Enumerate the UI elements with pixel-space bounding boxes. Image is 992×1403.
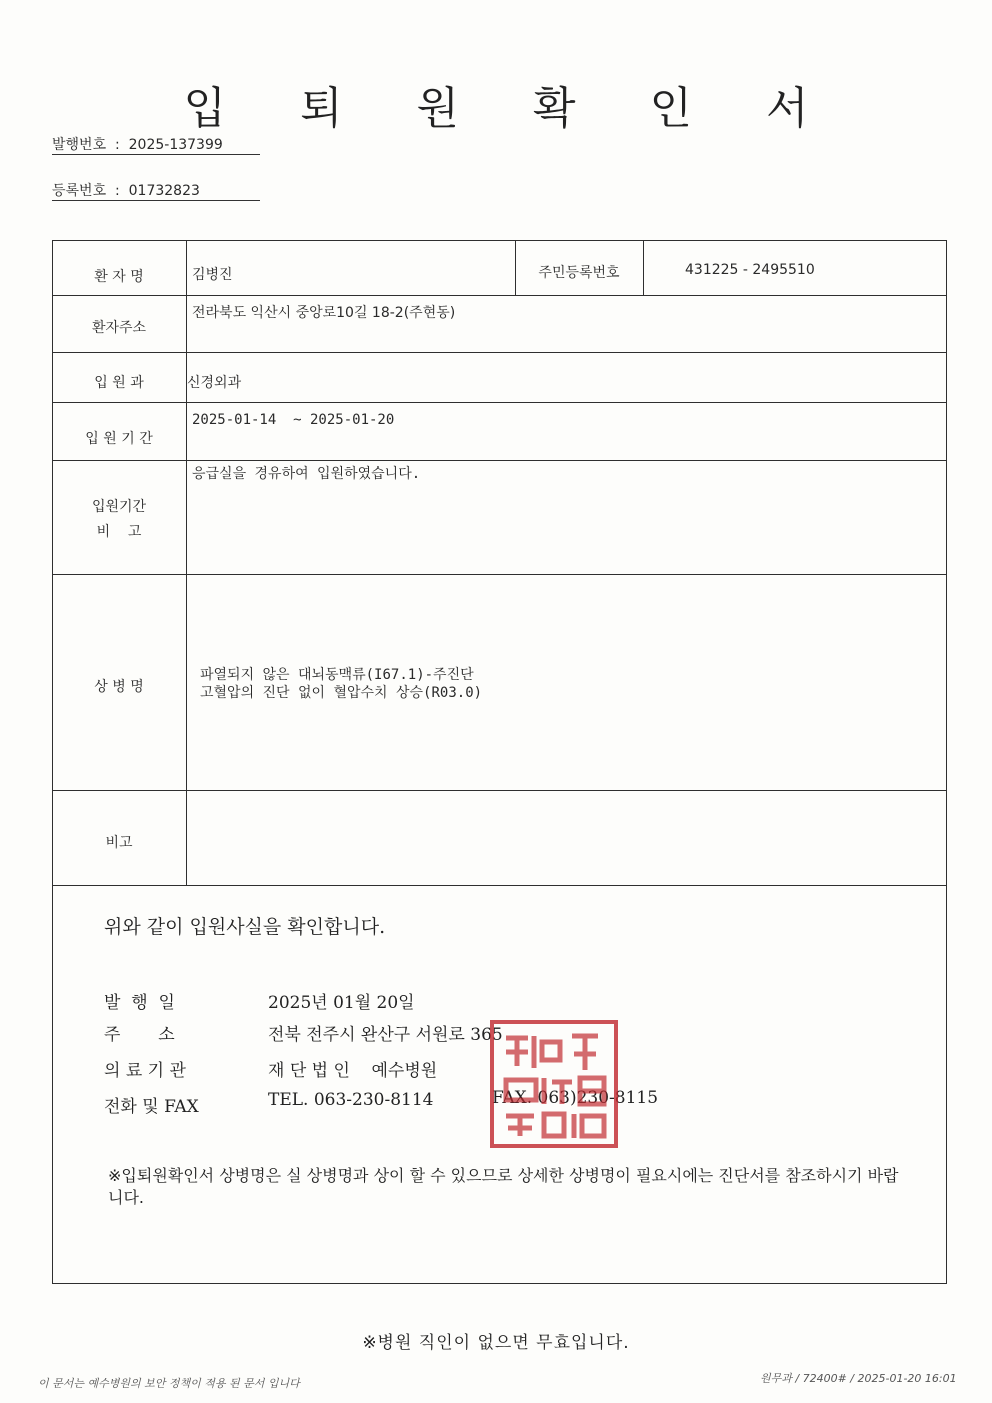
note-label: 비고 <box>105 835 133 851</box>
patient-name-label: 환 자 명 <box>94 269 144 285</box>
contact-label: 전화 및 FAX <box>104 1097 199 1117</box>
remark-label-line1: 입원기간 <box>91 499 147 515</box>
print-stamp-footer: 원무과 / 72400# / 2025-01-20 16:01 <box>760 1372 957 1385</box>
validity-notice: ※병원 직인이 없으면 무효입니다. <box>362 1333 630 1353</box>
registration-number-label: 등록번호 <box>52 183 107 199</box>
resident-number: 431225 - 2495510 <box>685 262 815 278</box>
hospital-address-label: 주 소 <box>104 1025 175 1045</box>
confirmation-statement: 위와 같이 입원사실을 확인합니다. <box>104 916 386 938</box>
security-footer: 이 문서는 예수병원의 보안 정책이 적용 된 문서 입니다 <box>38 1377 300 1390</box>
colon: : <box>110 137 125 153</box>
patient-name: 김병진 <box>192 267 233 283</box>
hospital-seal <box>490 1020 618 1148</box>
diagnosis-label: 상 병 명 <box>94 679 144 695</box>
registration-number-value: 01732823 <box>128 183 200 199</box>
row-divider <box>52 885 947 886</box>
issue-number-value: 2025-137399 <box>128 137 223 153</box>
notice-paragraph: ※입퇴원확인서 상병명은 실 상병명과 상이 할 수 있으므로 상세한 상병명이 필요시에는 진단서를 참조하시기 바랍니다. <box>108 1166 899 1207</box>
admission-remark: 응급실을 경유하여 입원하였습니다. <box>192 466 421 482</box>
registration-number-row <box>52 180 260 201</box>
department: 신경외과 <box>187 375 242 391</box>
document-title: 입 퇴 원 확 인 서 <box>183 83 839 134</box>
patient-address: 전라북도 익산시 중앙로10길 18-2(주현동) <box>192 305 456 321</box>
fax: FAX. 063)230-8115 <box>492 1088 659 1108</box>
issue-date: 2025년 01월 20일 <box>268 993 415 1013</box>
department-label: 입 원 과 <box>94 375 144 391</box>
label-column-divider <box>186 240 187 885</box>
hospital-address: 전북 전주시 완산구 서원로 365 <box>268 1025 503 1045</box>
issue-number-label: 발행번호 <box>52 137 107 153</box>
institution-label: 의 료 기 관 <box>104 1061 186 1081</box>
diagnosis-line-2: 고혈압의 진단 없이 혈압수치 상승(R03.0) <box>200 685 483 701</box>
patient-address-label: 환자주소 <box>91 320 147 336</box>
seal-graphic <box>494 1024 614 1144</box>
diagnosis-line-1: 파열되지 않은 대뇌동맥류(I67.1)-주진단 <box>200 667 474 683</box>
issue-date-label: 발 행 일 <box>104 993 175 1013</box>
admission-period: 2025-01-14 ~ 2025-01-20 <box>192 412 395 428</box>
resident-number-label: 주민등록번호 <box>538 265 620 281</box>
colon: : <box>110 183 125 199</box>
institution-name: 재 단 법 인 예수병원 <box>268 1061 438 1081</box>
admission-period-label: 입 원 기 간 <box>85 431 153 447</box>
issue-number-row <box>52 134 260 155</box>
telephone: TEL. 063-230-8114 <box>268 1090 434 1110</box>
column-divider <box>643 240 644 295</box>
remark-label-line2: 비 고 <box>96 524 142 540</box>
